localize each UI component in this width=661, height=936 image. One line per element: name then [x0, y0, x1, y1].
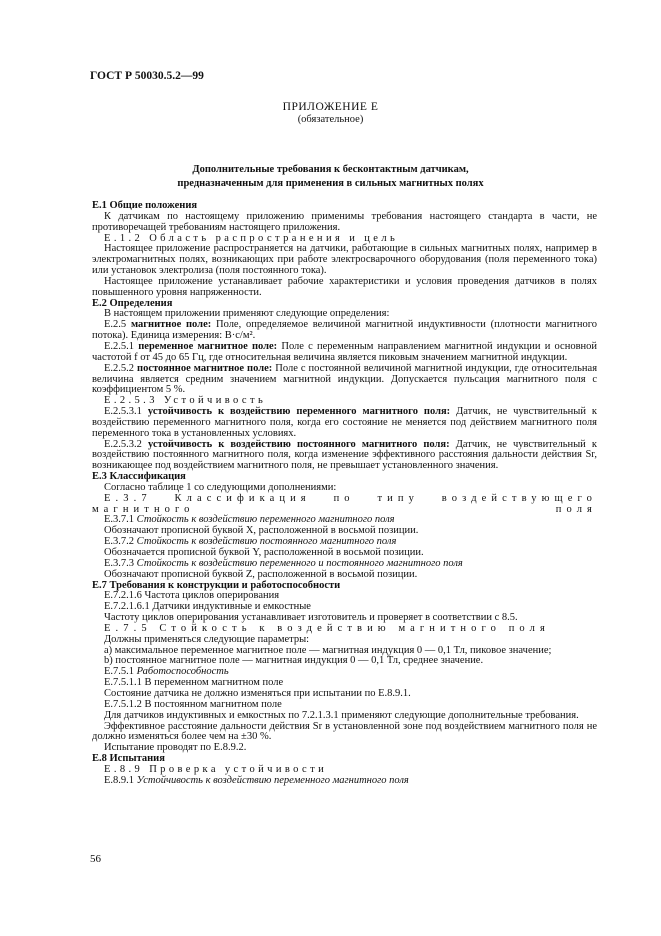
clause-title: Стойкость к воздействию переменного магнитного поля — [136, 514, 395, 526]
paragraph: Настоящее приложение распространяется на датчики, работающие в сильных магнитных полях, например в электромагнитных полях, возникающих при работе электросварочного оборудования (поля переменного тока) или установок электролиза (поля постоянного тока). — [92, 243, 597, 277]
definition-text: Поле с постоянной величиной магнитной индукции, где относительная величина является средним значением магнитной индукции. Допускается пульсация магнитного поля с коэффициентом 5 %. — [92, 362, 598, 396]
clause-e891 — [92, 776, 597, 787]
paragraph: Частоту циклов оперирования устанавливает изготовитель и проверяет в соответствии с 8.5. — [104, 612, 518, 624]
clause-number: Е.3.7.2 — [104, 536, 135, 548]
paragraph: Согласно таблице 1 со следующими дополнениями: — [104, 481, 337, 493]
list-item: a) максимальное переменное магнитное поле — магнитная индукция 0 — 0,1 Тл, пиковое значение; — [104, 644, 552, 656]
definition-text: Датчик, не чувствительный к воздействию переменного магнитного поля, когда его состояние не меняется под действием магнитного поля переменного тока в установленных условиях. — [92, 406, 598, 439]
section-e1-heading: Е.1 Общие положения — [92, 200, 198, 211]
clause-number: Е.8.9.1 — [104, 774, 135, 786]
clause-number: Е.2.5 — [104, 319, 127, 331]
clause-title: Устойчивость к воздействию переменного магнитного поля — [136, 774, 409, 786]
paragraph: Для датчиков индуктивных и емкостных по 7.2.1.3.1 применяют следующие дополнительные требования. — [104, 709, 579, 721]
appendix-subtitle: (обязательное) — [297, 114, 364, 125]
defined-term: переменное магнитное поле: — [138, 340, 278, 352]
section-e37-heading: Е.3.7 Классификация по типу воздействующего магнитного поля — [92, 492, 597, 515]
section-e12-heading: Е.1.2 Область распространения и цель — [104, 232, 399, 244]
section-e3-heading: Е.3 Классификация — [92, 471, 186, 483]
defined-term: устойчивость к воздействию переменного магнитного поля: — [147, 406, 451, 418]
clause-e7511: Е.7.5.1.1 В переменном магнитном поле — [104, 677, 284, 689]
main-title-line1: Дополнительные требования к бесконтактным датчикам, — [192, 164, 469, 175]
paragraph: Обозначается прописной буквой Y, расположенной в восьмой позиции. — [104, 547, 424, 558]
clause-e72161: Е.7.2.1.6.1 Датчики индуктивные и емкостные — [104, 601, 311, 613]
clause-title: Стойкость к воздействию постоянного магнитного поля — [136, 536, 397, 548]
clause-number: Е.2.5.3.1 — [104, 406, 142, 418]
definition-e25 — [92, 320, 597, 342]
clause-number: Е.2.5.3.2 — [104, 438, 142, 450]
list-item: b) постоянное магнитное поле — магнитная индукция 0 — 0,1 Тл, среднее значение. — [104, 655, 484, 667]
section-e89-heading: Е.8.9 Проверка устойчивости — [104, 763, 328, 775]
defined-term: постоянное магнитное поле: — [137, 362, 273, 374]
paragraph: Эффективное расстояние дальности действия Sr в установленной зоне под воздействием магнитного поля не должно изменяться более чем на ±30 %. — [92, 720, 597, 743]
paragraph: Обозначают прописной буквой X, расположенной в восьмой позиции. — [104, 525, 419, 537]
paragraph: Обозначают прописной буквой Z, расположенной в восьмой позиции. — [104, 568, 418, 580]
clause-e7512: Е.7.5.1.2 В постоянном магнитном поле — [104, 698, 282, 710]
section-e2-heading: Е.2 Определения — [92, 297, 173, 309]
section-e7-heading: Е.7 Требования к конструкции и работоспособности — [92, 579, 341, 591]
main-title-line2: предназначенным для применения в сильных магнитных полях — [177, 177, 484, 189]
paragraph: Состояние датчика не должно изменяться при испытании по Е.8.9.1. — [104, 687, 411, 699]
standard-header: ГОСТ Р 50030.5.2—99 — [90, 70, 204, 82]
paragraph: Испытание проводят по Е.8.9.2. — [104, 742, 247, 754]
clause-number: Е.7.5.1 — [104, 666, 135, 678]
definition-text: Поле с переменным направлением магнитной индукции и основной частотой f от 45 до 65 Гц, где относительная величина является пиковым значением магнитной индукции. — [92, 340, 598, 363]
clause-number: Е.2.5.1 — [104, 340, 135, 352]
document-body — [92, 201, 597, 787]
main-title — [0, 163, 661, 190]
section-e253-heading: Е.2.5.3 Устойчивость — [104, 395, 267, 407]
definition-text: Поле, определяемое величиной магнитной индуктивности (плотности магнитного потока). Единица измерения: В·с/м². — [92, 319, 598, 342]
clause-e7216: Е.7.2.1.6 Частота циклов оперирования — [104, 590, 280, 602]
paragraph: Настоящее приложение устанавливает рабочие характеристики и условия проведения датчиков в полях повышенного уровня напряженности. — [92, 275, 597, 298]
clause-title: Стойкость к воздействию переменного и постоянного магнитного поля — [136, 557, 463, 569]
definition-e252 — [92, 364, 597, 397]
clause-number: Е.2.5.2 — [104, 362, 135, 374]
defined-term: устойчивость к воздействию постоянного магнитного поля: — [148, 438, 450, 450]
paragraph: В настоящем приложении применяют следующие определения: — [104, 308, 390, 320]
definition-e2531 — [92, 407, 597, 440]
clause-number: Е.3.7.3 — [104, 557, 135, 569]
appendix-title: ПРИЛОЖЕНИЕ Е — [282, 101, 379, 113]
definition-e251 — [92, 342, 597, 364]
paragraph: К датчикам по настоящему приложению применимы требования настоящего стандарта в части, не противоречащей требованиям настоящего приложения. — [92, 210, 597, 233]
defined-term: магнитное поле: — [130, 319, 212, 331]
section-e75-heading: Е.7.5 Стойкость к воздействию магнитного поля — [104, 622, 550, 634]
clause-number: Е.3.7.1 — [104, 514, 135, 526]
definition-text: Датчик, не чувствительный к воздействию постоянного магнитного поля, когда изменение эффективного расстояния дальности действия Sr, возникающее под воздействием магнитного поля, не превышает установленного значения. — [92, 438, 597, 472]
definition-e2532 — [92, 440, 597, 473]
clause-title: Работоспособность — [136, 666, 229, 678]
paragraph: Должны применяться следующие параметры: — [104, 633, 310, 645]
page-number: 56 — [90, 853, 101, 865]
section-e8-heading: Е.8 Испытания — [92, 753, 165, 765]
